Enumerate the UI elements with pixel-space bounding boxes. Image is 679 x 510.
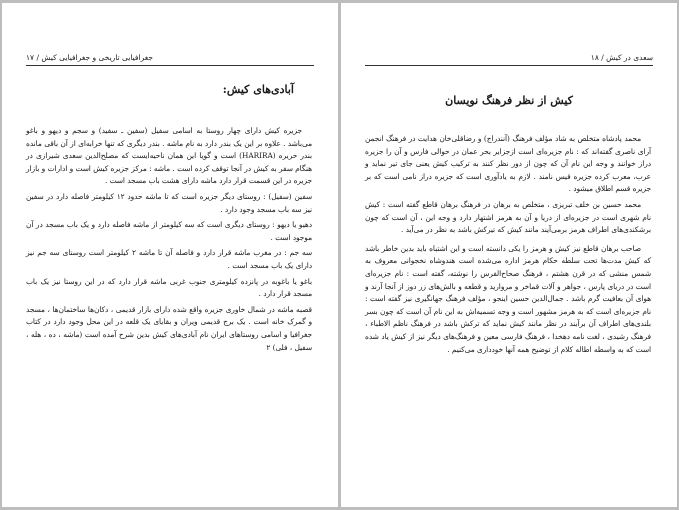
right-page-section-heading: کیش از نظر فرهنگ نویسان: [445, 94, 573, 107]
left-paragraph-1: جزیره کیش دارای چهار روستا به اسامی سفیل (سفین ـ سفید) و سجم و دیهو و باغو می‌باشد . علاوه بر این یک بندر دارد به نام ماشه . بندر دیگری که تنها خرابه‌ای از آن باقی مانده بندر حریره (HARIRA) است و گویا این همان ناحیه‌ایست که مصلح‌الدین سعدی شیرازی در هنگام سفر به کیش در آنجا توقف کرده است . ماشه : مرکز جزیره کیش است و ادارات و بازار جزیره در این قسمت قرار دارد ماشه دارای هشت باب مسجد است .: [26, 126, 312, 186]
left-paragraph-5: باغو یا باغوبه در پانزده کیلومتری جنوب غربی ماشه قرار دارد که در این روستا نیز یک باب مسجد قرار دارد .: [26, 276, 312, 299]
left-paragraph-4: سه جم : در مغرب ماشه قرار دارد و فاصله آن تا ماشه ۲ کیلومتر است روستای سه جم نیز دارای یک باب مسجد است .: [26, 248, 312, 270]
left-page-body: [26, 125, 312, 357]
right-paragraph-1: محمد پادشاه متخلص به شاد مؤلف فرهنگ (آنندراج) و رضاقلی‌خان هدایت در فرهنگ انجمن آرای ناصری گفته‌اند که : نام جزیره‌ای است ازجزایر بحر عمان در حوالی فارس و آن را جزیره دراز خوانند و وجه این نام آن که چون از دور نظر کنند به ترکیب کیش یعنی جای تیر نماید و عرب، معرب کرده جزیره قیس نامند . لازم به یادآوری است که جزیره دراز نامی است که بر جزیره قسم اطلاق میشود .: [365, 134, 651, 194]
left-page-section-heading: آبادی‌های کیش:: [222, 83, 294, 96]
left-page: [2, 3, 338, 507]
left-paragraph-6: قصبه ماشه در شمال خاوری جزیره واقع شده دارای بازار قدیمی ، دکان‌ها ساختمان‌ها ، مسجد و گمرک خانه است . یک برج قدیمی ویران و بقایای یک قلعه در این محل وجود دارد در کتاب جغرافیا و اسامی روستاهای ایران نام آبادی‌های کیش بدین شرح آمده است (ماشه ، ده ، هله ، سفیل ، فلی) ۲: [26, 304, 312, 352]
right-paragraph-2: محمد حسین بن خلف تبریزی ، متخلص به برهان در فرهنگ برهان قاطع گفته است : کیش نام شهری است در جزیره‌ای از دریا و آن به هرمز اشتهار دارد و وجه این ، آن است که چون برشکندی‌های اطراف هرمز برمی‌آیند مانند کیش که تیرکش باشد به نظر در می‌آید .: [365, 199, 651, 235]
right-page-running-header: سعدی در کیش / ۱۸: [365, 53, 653, 66]
right-page: [341, 3, 677, 507]
left-paragraph-3: دهیو یا دیهو : روستای دیگری است که سه کیلومتر از ماشه فاصله دارد و یک باب مسجد در آن موجود است .: [26, 220, 312, 242]
right-paragraph-3: صاحب برهان قاطع نیز کیش و هرمز را یکی دانسته است و این اشتباه باید بدین خاطر باشد که کیش مدت‌ها تحت سلطه حکام هرمز اداره می‌شده است هندوشاه نخجوانی معروف به شمس منشی که در قرن هشتم ، فرهنگ صحاح‌الفرس را نوشته، گفته است : نام جزیره‌ای است در دریای پارس ، جواهر و آلات قماخر و مروارید و قطعه و بالش‌های زر دوز از آنجا آرند و هوای آن بعافیت گرم باشد . جمال‌الدین حسین اینجو ، مؤلف فرهنگ جهانگیری نیز گفته است : نام جزیره‌ای است که به هرمز مشهور است و وجه تسمیه‌اش به این نام آن است که چون بسر بلندی‌های اطراف آن برآیند در نظر مانند کیش نماید که ترکش باشد در فرهنگ ناظم الاطباء ، فرهنگ رشیدی ، لغت نامه دهخدا ، فرهنگ فارسی معین و فرهنگ‌های دیگر نیز از کیش یاد شده است که به واسطه اطاله کلام از توضیح همه آنها خودداری می‌کنیم .: [365, 243, 651, 354]
left-paragraph-2: سفین (سفیل) : روستای دیگر جزیره است که تا ماشه حدود ۱۲ کیلومتر فاصله دارد در سفین نیز سه باب مسجد وجود دارد .: [26, 191, 312, 214]
right-page-body: [365, 133, 651, 359]
left-page-running-header: جغرافیایی تاریخی و جغرافیایی کیش / ۱۷: [26, 53, 314, 66]
